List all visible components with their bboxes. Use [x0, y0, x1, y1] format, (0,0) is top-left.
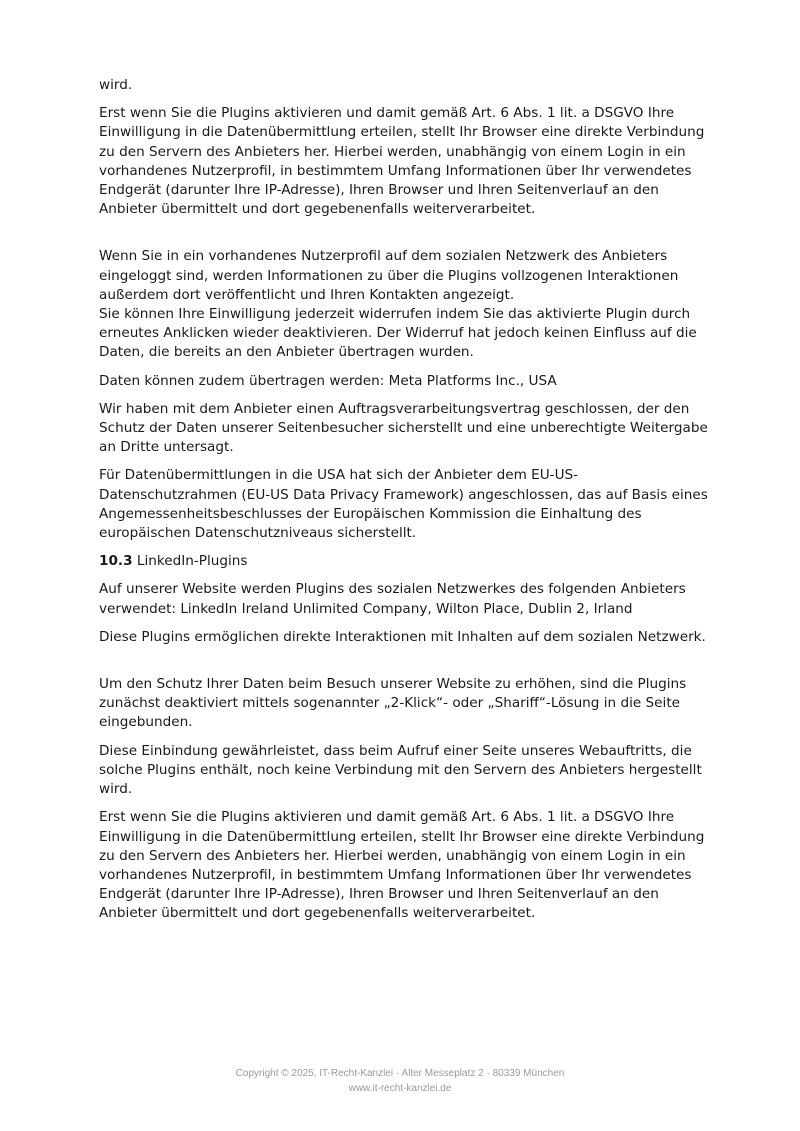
paragraph: Wenn Sie in ein vorhandenes Nutzerprofil auf dem sozialen Netzwerk des Anbieters eingeloggt sind, werden Informationen zu über die Plugins vollzogenen Interaktionen außerdem dort veröffentlicht und Ihren Kontakten angezeigt. Sie können Ihre Einwilligung jederzeit widerrufen indem Sie das aktivierte Plugin durch erneutes Anklicken wieder deaktivieren. Der Widerruf hat jedoch keinen Einfluss auf die Daten, die bereits an den Anbieter übertragen wurden.	[99, 248, 697, 361]
section-heading	[99, 552, 709, 571]
section-number: 10.3	[99, 553, 133, 570]
page-footer	[0, 1066, 800, 1096]
paragraph: Diese Einbindung gewährleistet, dass beim Aufruf einer Seite unseres Webauftritts, die solche Plugins enthält, noch keine Verbindung mit den Servern des Anbieters hergestellt wird.	[99, 742, 702, 798]
paragraph: Daten können zudem übertragen werden: Meta Platforms Inc., USA	[99, 372, 557, 389]
paragraph: Diese Plugins ermöglichen direkte Interaktionen mit Inhalten auf dem sozialen Netzwerk.	[99, 628, 706, 645]
paragraph: Für Datenübermittlungen in die USA hat sich der Anbieter dem EU-US-Datenschutzrahmen (EU-US Data Privacy Framework) angeschlossen, das auf Basis eines Angemessenheitsbeschlusses der Europäischen Kommission die Einhaltung des europäischen Datenschutzniveaus sicherstellt.	[99, 467, 708, 542]
paragraph: Erst wenn Sie die Plugins aktivieren und damit gemäß Art. 6 Abs. 1 lit. a DSGVO Ihre Einwilligung in die Datenübermittlung erteilen, stellt Ihr Browser eine direkte Verbindung zu den Servern des Anbieters her. Hierbei werden, unabhängig von einem Login in ein vorhandenes Nutzerprofil, in bestimmtem Umfang Informationen über Ihr verwendetes Endgerät (darunter Ihre IP-Adresse), Ihren Browser und Ihren Seitenverlauf an den Anbieter übermittelt und dort gegebenenfalls weiterverarbeitet.	[99, 809, 705, 922]
footer-website: www.it-recht-kanzlei.de	[348, 1083, 452, 1094]
paragraph: Auf unserer Website werden Plugins des sozialen Netzwerkes des folgenden Anbieters verwendet: LinkedIn Ireland Unlimited Company, Wilton Place, Dublin 2, Irland	[99, 581, 686, 617]
paragraph: wird.	[99, 77, 133, 93]
paragraph: Erst wenn Sie die Plugins aktivieren und damit gemäß Art. 6 Abs. 1 lit. a DSGVO Ihre Einwilligung in die Datenübermittlung erteilen, stellt Ihr Browser eine direkte Verbindung zu den Servern des Anbieters her. Hierbei werden, unabhängig von einem Login in ein vorhandenes Nutzerprofil, in bestimmtem Umfang Informationen über Ihr verwendetes Endgerät (darunter Ihre IP-Adresse), Ihren Browser und Ihren Seitenverlauf an den Anbieter übermittelt und dort gegebenenfalls weiterverarbeitet.	[99, 105, 705, 218]
paragraph: Wir haben mit dem Anbieter einen Auftragsverarbeitungsvertrag geschlossen, der den Schutz der Daten unserer Seitenbesucher sicherstellt und eine unberechtigte Weitergabe an Dritte untersagt.	[99, 400, 708, 456]
document-body	[99, 76, 709, 933]
footer-copyright: Copyright © 2025, IT-Recht-Kanzlei · Alter Messeplatz 2 · 80339 München	[235, 1068, 565, 1079]
paragraph: Um den Schutz Ihrer Daten beim Besuch unserer Website zu erhöhen, sind die Plugins zunächst deaktiviert mittels sogenannter „2-Klick“- oder „Shariff“-Lösung in die Seite eingebunden.	[99, 676, 687, 731]
section-title: LinkedIn-Plugins	[136, 553, 248, 570]
